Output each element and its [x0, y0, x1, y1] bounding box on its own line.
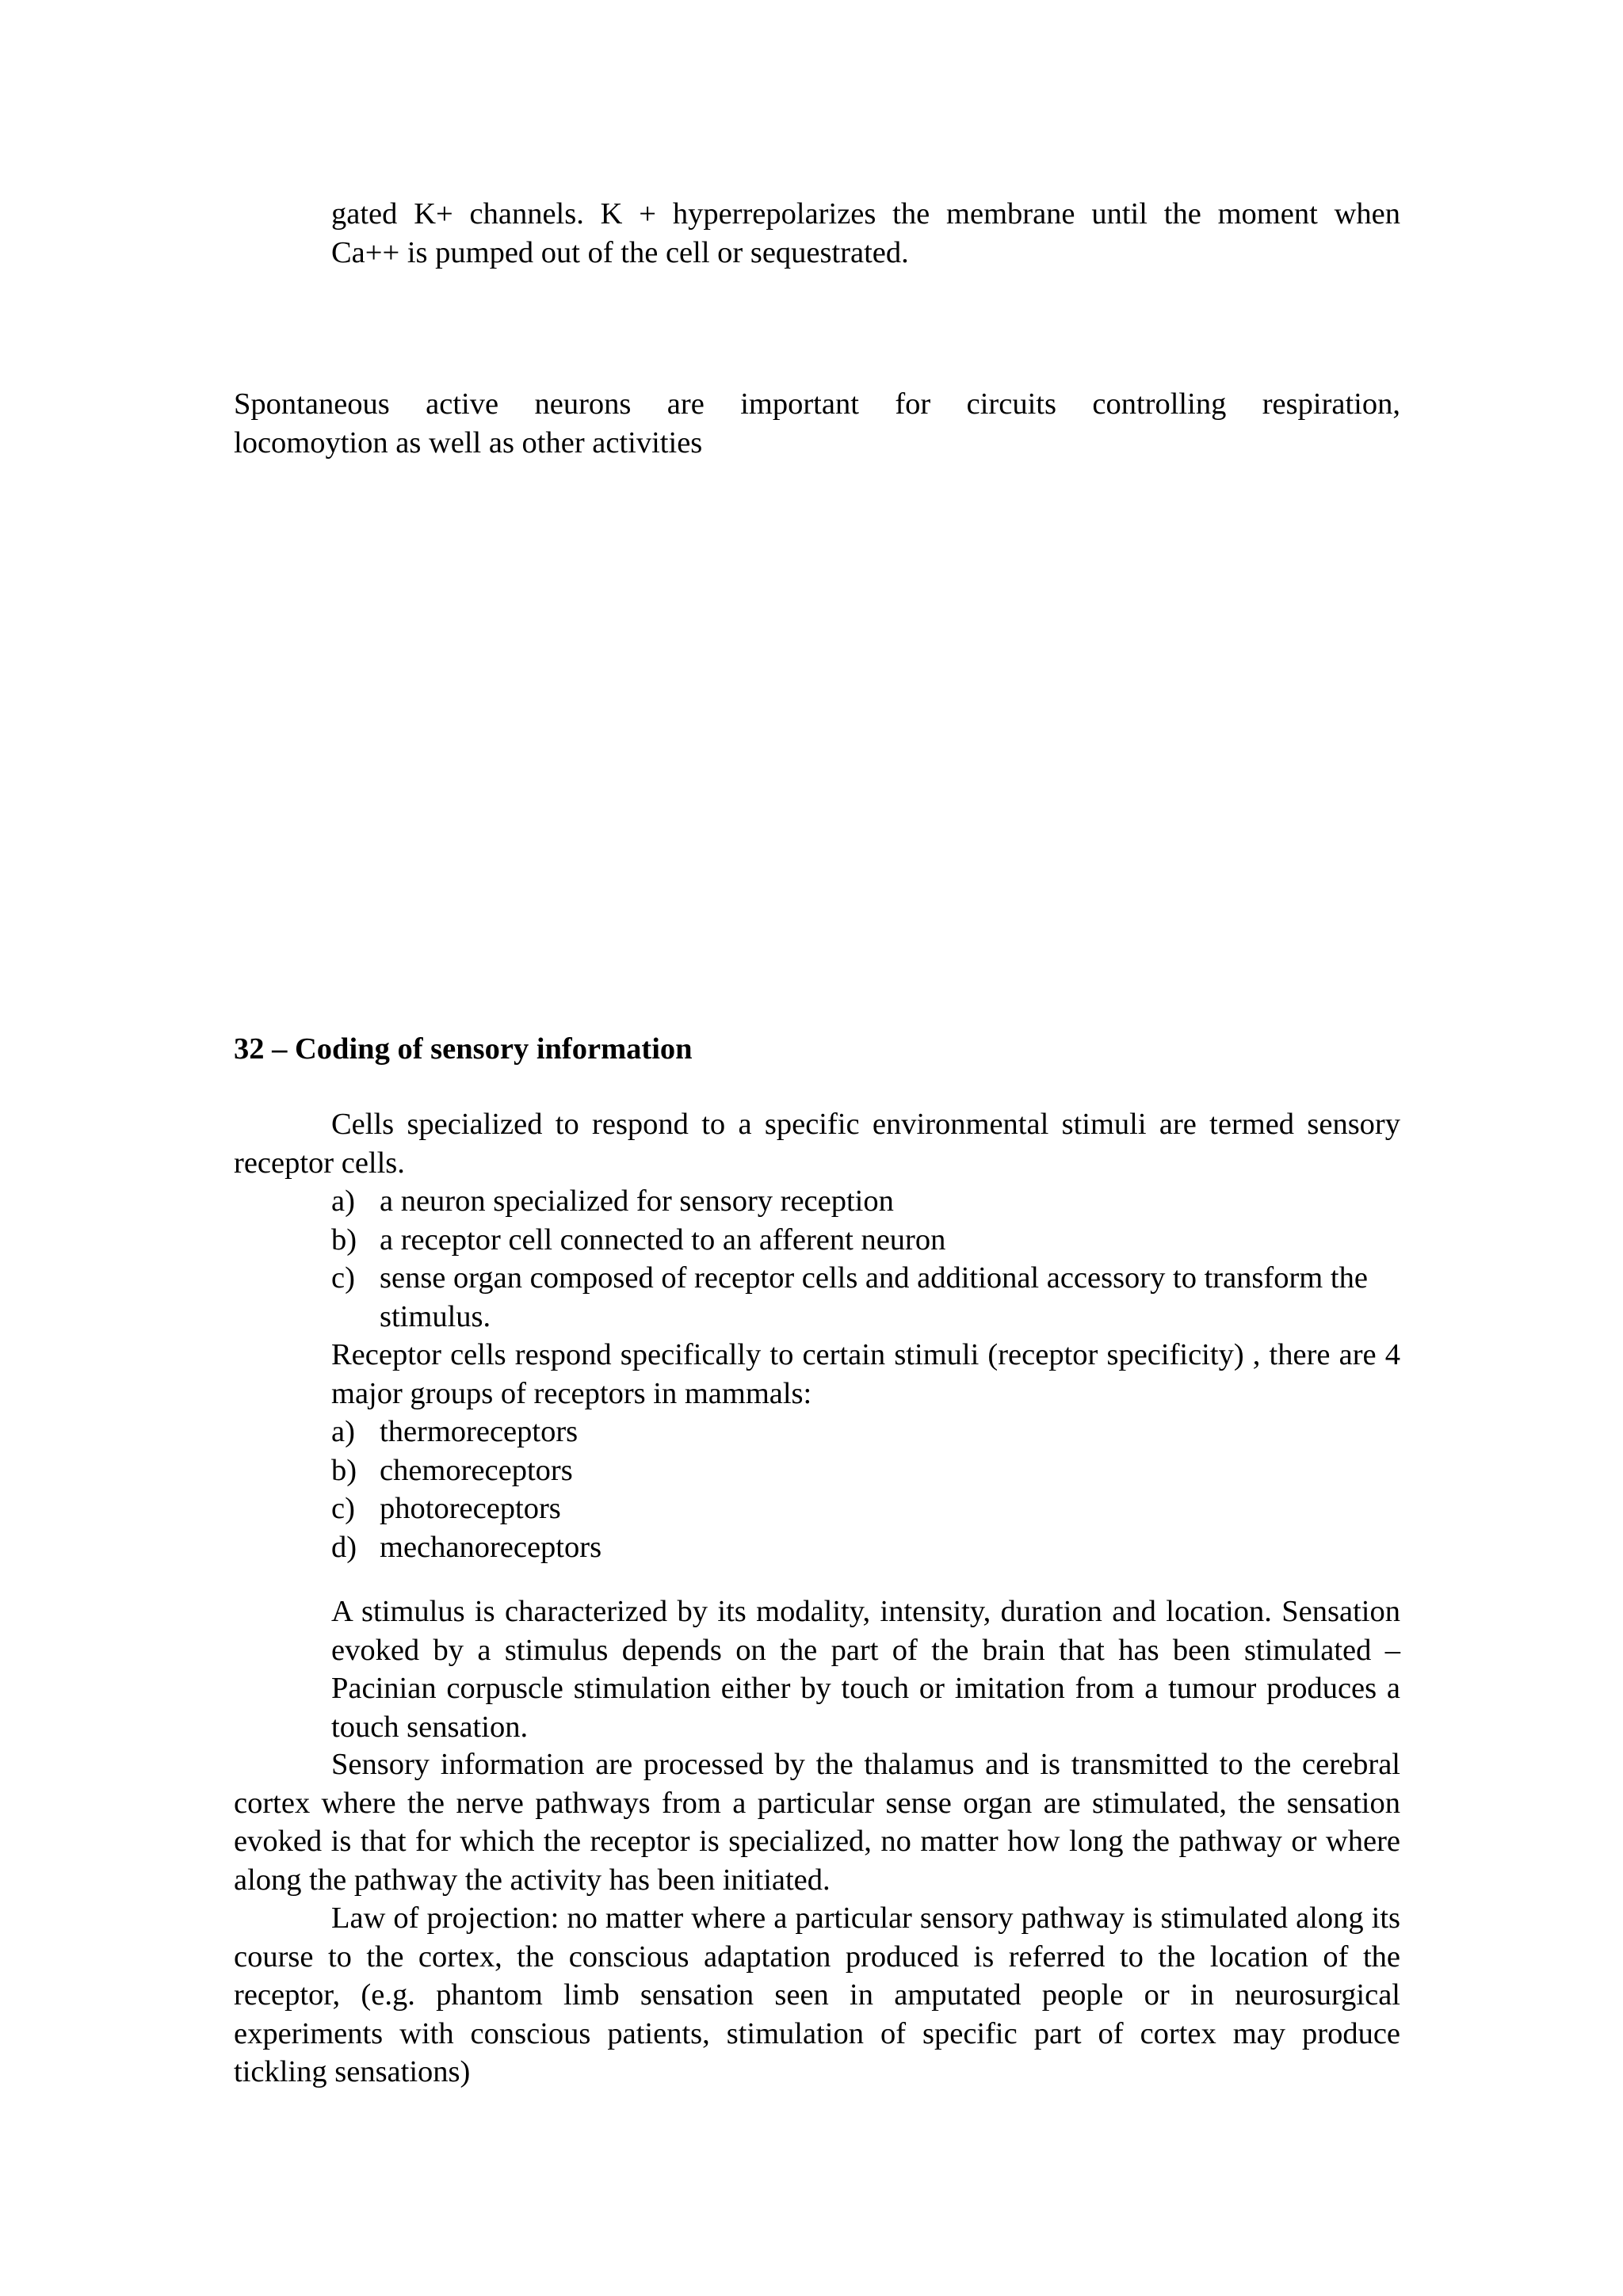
list-item-text: photoreceptors — [380, 1492, 561, 1525]
thalamus-text: Sensory information are processed by the thalamus and is transmitted to the cerebral cortex where the nerve pathways from a particular sense organ are stimulated, the sensation evoked is that for which the receptor is specialized, no matter how long the pathway or where along the pathway the activity has been initiated. — [234, 1748, 1400, 1897]
receptor-types-block — [331, 1182, 1400, 1566]
list-item — [331, 1451, 1400, 1490]
receptor-types-list — [331, 1182, 1400, 1336]
list-marker: a) — [331, 1415, 355, 1448]
projection-paragraph — [234, 1899, 1400, 2092]
list-marker: b) — [331, 1453, 357, 1487]
list-item — [331, 1259, 1400, 1336]
section-heading — [234, 1030, 1400, 1069]
list-item — [331, 1528, 1400, 1567]
spontaneous-neurons-paragraph — [234, 385, 1400, 462]
list-item-text: mechanoreceptors — [380, 1530, 602, 1564]
list-marker: c) — [331, 1261, 355, 1295]
list-item-text: chemoreceptors — [380, 1453, 573, 1487]
list-marker: d) — [331, 1530, 357, 1564]
intro-text: Cells specialized to respond to a specific environmental stimuli are termed sensory receptor cells. — [234, 1108, 1400, 1180]
intro-paragraph — [234, 1105, 1400, 1182]
section-title: 32 – Coding of sensory information — [234, 1032, 693, 1066]
stimulus-paragraph — [331, 1592, 1400, 1746]
list-item-text: thermoreceptors — [380, 1415, 579, 1448]
list-item-text: sense organ composed of receptor cells and additional accessory to transform the stimulus. — [380, 1261, 1368, 1333]
continuation-line-1: gated K+ channels. K + hyperrepolarizes the membrane until the moment when — [331, 197, 1400, 231]
projection-text: Law of projection: no matter where a particular sensory pathway is stimulated along its course to the cortex, the conscious adaptation produced is referred to the location of the receptor, (e.g. phantom limb sensation seen in amputated people or in neurosurgical experiments with conscious patients, stimulation of specific part of cortex may produce tickling sensations) — [234, 1901, 1400, 2088]
list-item — [331, 1489, 1400, 1528]
list-marker: b) — [331, 1222, 357, 1257]
list-item — [331, 1413, 1400, 1451]
spontaneous-line-1: Spontaneous active neurons are important for circuits controlling respiration, — [234, 387, 1400, 421]
list-marker: a) — [331, 1184, 355, 1218]
stimulus-text: A stimulus is characterized by its modality, intensity, duration and location. Sensation evoked by a stimulus depends on the part of the brain that has been stimulated – Pacinian corpuscle stimulation either by touch or imitation from a tumour produces a touch sensation. — [331, 1595, 1400, 1744]
list-item — [331, 1182, 1400, 1221]
list-item-text: a receptor cell connected to an afferent neuron — [380, 1222, 946, 1257]
receptor-specificity-text: Receptor cells respond specifically to certain stimuli (receptor specificity) , there are 4 major groups of receptors in mammals: — [331, 1338, 1400, 1410]
list-item — [331, 1221, 1400, 1260]
list-marker: c) — [331, 1492, 355, 1525]
spontaneous-line-2: locomoytion as well as other activities — [234, 425, 703, 460]
receptor-groups-list — [331, 1413, 1400, 1566]
list-item-text: a neuron specialized for sensory reception — [380, 1184, 894, 1218]
thalamus-paragraph — [234, 1745, 1400, 1899]
continuation-line-2: Ca++ is pumped out of the cell or sequestrated. — [331, 235, 909, 269]
continuation-paragraph — [331, 195, 1400, 272]
